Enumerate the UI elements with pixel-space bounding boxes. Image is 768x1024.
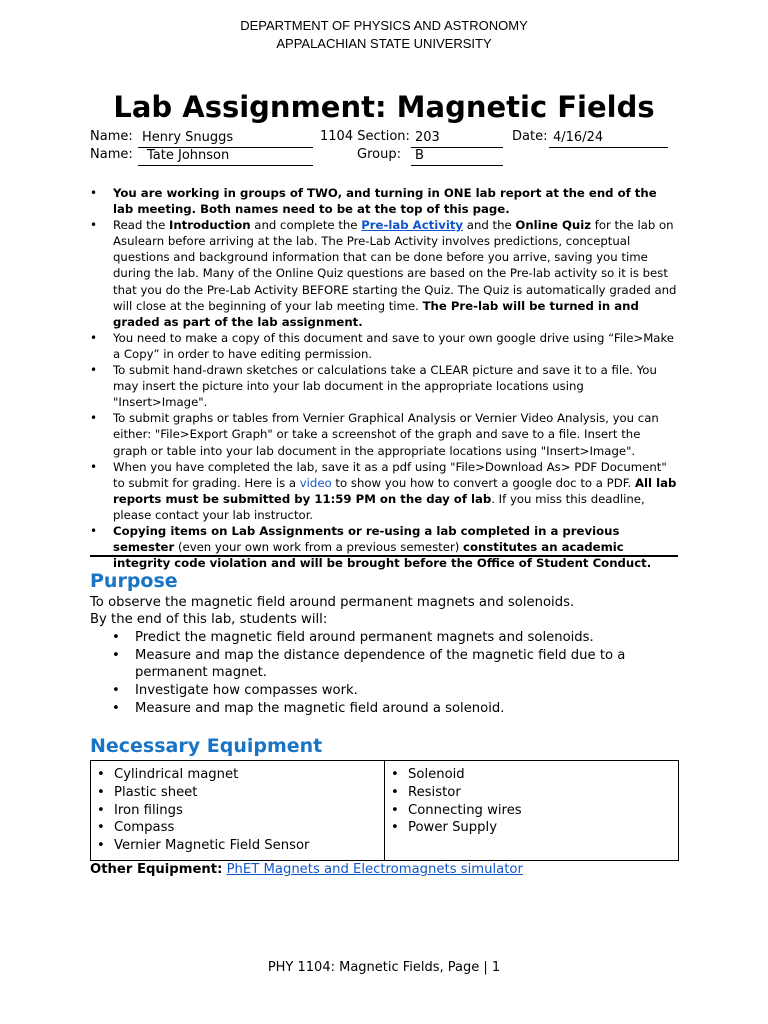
equipment-list-right — [385, 766, 675, 837]
video-link[interactable]: video — [299, 475, 332, 490]
name-label-2: Name: — [90, 147, 133, 162]
section-label: 1104 Section: — [320, 129, 410, 144]
list-item: • Compass — [91, 819, 381, 837]
list-item: • When you have completed the lab, save it as a pdf using "File>Download As> PDF Document" to submit for grading. Here is a video to show you how to convert a google doc to a PDF. All lab reports must be submitted by 11:59 PM on the day of lab. If you miss this deadline, please contact your lab instructor. — [90, 459, 678, 523]
group-label: Group: — [357, 147, 401, 162]
list-item: • Iron filings — [91, 802, 381, 820]
list-item: • Vernier Magnetic Field Sensor — [91, 837, 381, 855]
phet-simulator-link[interactable]: PhET Magnets and Electromagnets simulator — [226, 862, 523, 877]
list-item: • Measure and map the distance dependence of the magnetic field due to a permanent magnet. — [110, 647, 630, 682]
name-label: Name: — [90, 129, 133, 144]
date-field[interactable]: 4/16/24 — [549, 129, 668, 148]
list-item: • You are working in groups of TWO, and turning in ONE lab report at the end of the lab meeting. Both names need to be at the top of this page. — [90, 185, 678, 217]
equipment-table — [90, 760, 679, 861]
list-item: • You need to make a copy of this document and save to your own google drive using “File>Make a Copy” in order to have editing permission. — [90, 330, 678, 362]
other-equipment — [90, 862, 523, 877]
list-item: • Power Supply — [385, 819, 675, 837]
instructions-list — [90, 185, 678, 571]
list-item: • Plastic sheet — [91, 784, 381, 802]
list-item: • Read the Introduction and complete the Pre-lab Activity and the Online Quiz for the lab on Asulearn before arriving at the lab. The Pre-Lab Activity involves predictions, conceptual questions and background information that can be done before you arrive, saving you time during the lab. Many of the Online Quiz questions are based on the Pre-lab activity so it is best that you do the Pre-Lab Activity BEFORE starting the Quiz. The Quiz is automatically graded and will close at the beginning of your lab meeting time. The Pre-lab will be turned in and graded as part of the lab assignment. — [90, 217, 678, 330]
list-item: • Predict the magnetic field around permanent magnets and solenoids. — [110, 629, 630, 647]
list-item: • Measure and map the magnetic field around a solenoid. — [110, 700, 630, 718]
purpose-line-1: To observe the magnetic field around permanent magnets and solenoids. — [90, 595, 575, 610]
list-item: • Resistor — [385, 784, 675, 802]
objectives-list — [110, 629, 630, 718]
name-field-1[interactable]: Henry Snuggs — [138, 129, 313, 148]
other-equipment-label: Other Equipment: — [90, 862, 223, 877]
list-item: • Investigate how compasses work. — [110, 682, 630, 700]
purpose-heading: Purpose — [90, 570, 178, 592]
equipment-heading: Necessary Equipment — [90, 735, 323, 757]
university-header: APPALACHIAN STATE UNIVERSITY — [276, 36, 492, 51]
list-item: • Copying items on Lab Assignments or re-using a lab completed in a previous semester (even your own work from a previous semester) constitutes an academic integrity code violation and will be brought before the Office of Student Conduct. — [90, 523, 678, 571]
list-item: • To submit hand-drawn sketches or calculations take a CLEAR picture and save it to a file. You may insert the picture into your lab document in the appropriate locations using "Insert>Image". — [90, 362, 678, 410]
name-field-2[interactable]: Tate Johnson — [138, 147, 313, 166]
page-footer: PHY 1104: Magnetic Fields, Page | 1 — [267, 960, 501, 975]
pre-lab-activity-link[interactable]: Pre-lab Activity — [361, 218, 464, 233]
purpose-line-2: By the end of this lab, students will: — [90, 612, 328, 627]
list-item: • Cylindrical magnet — [91, 766, 381, 784]
equipment-list-left — [91, 766, 381, 855]
group-field[interactable]: B — [411, 147, 503, 166]
department-header: DEPARTMENT OF PHYSICS AND ASTRONOMY — [240, 18, 528, 33]
section-divider — [90, 555, 678, 557]
date-label: Date: — [512, 129, 548, 144]
list-item: • Solenoid — [385, 766, 675, 784]
section-field[interactable]: 203 — [411, 129, 503, 148]
page-title: Lab Assignment: Magnetic Fields — [113, 90, 655, 124]
list-item: • To submit graphs or tables from Vernier Graphical Analysis or Vernier Video Analysis, you can either: "File>Export Graph" or take a screenshot of the graph and save to a file. Insert the graph or table into your lab document in the appropriate locations using "Insert>Image". — [90, 410, 678, 458]
list-item: • Connecting wires — [385, 802, 675, 820]
